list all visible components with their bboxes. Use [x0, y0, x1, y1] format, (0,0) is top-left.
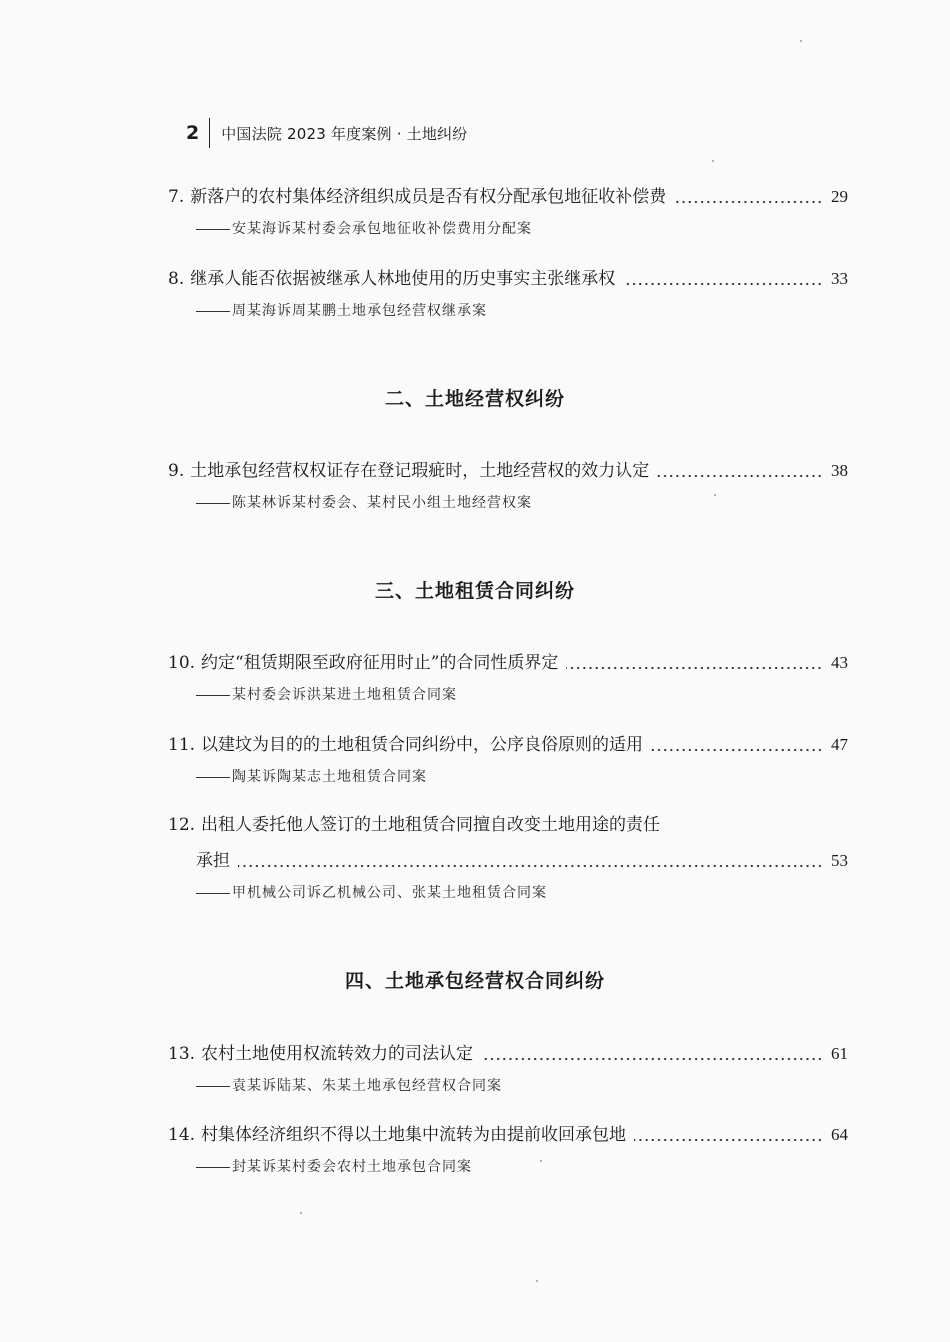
entry-number: 13.: [168, 1044, 196, 1064]
dot-leader: [623, 282, 823, 286]
toc-entry-8[interactable]: [168, 266, 848, 322]
entry-subtitle: 袁某诉陆某、朱某土地承包经营权合同案: [168, 1075, 848, 1097]
dot-leader: [566, 666, 823, 670]
book-title: 中国法院 2023 年度案例 · 土地纠纷: [221, 124, 468, 143]
entry-number: 11.: [168, 735, 196, 755]
scan-speck: [300, 1212, 302, 1214]
toc-entry-14[interactable]: [168, 1122, 848, 1178]
section-heading-2: 二、土地经营权纠纷: [384, 388, 565, 410]
entry-page: 64: [831, 1125, 848, 1144]
running-header: [186, 118, 467, 148]
toc-entry-9[interactable]: [168, 458, 848, 514]
entry-title: 村集体经济组织不得以土地集中流转为由提前收回承包地: [201, 1125, 627, 1145]
entry-number: 14.: [168, 1125, 196, 1145]
dot-leader: [481, 1057, 823, 1061]
dot-leader: [634, 1138, 823, 1142]
entry-subtitle: 某村委会诉洪某进土地租赁合同案: [168, 684, 848, 706]
dot-leader: [651, 748, 823, 752]
entry-subtitle: 甲机械公司诉乙机械公司、张某土地租赁合同案: [168, 882, 848, 904]
scan-speck: [712, 160, 714, 162]
entry-page: 47: [831, 735, 848, 754]
entry-title: 约定“租赁期限至政府征用时止”的合同性质界定: [201, 653, 559, 673]
entry-page: 38: [831, 461, 848, 480]
entry-number: 8.: [168, 269, 185, 289]
entry-page: 43: [831, 653, 848, 672]
entry-number: 10.: [168, 653, 196, 673]
toc-entry-10[interactable]: [168, 650, 848, 706]
entry-title: 继承人能否依据被继承人林地使用的历史事实主张继承权: [190, 269, 616, 289]
entry-page: 29: [831, 187, 848, 206]
dot-leader: [238, 864, 823, 868]
scan-speck: [800, 40, 802, 42]
entry-title: 新落户的农村集体经济组织成员是否有权分配承包地征收补偿费: [190, 187, 667, 207]
toc-entry-11[interactable]: [168, 732, 848, 788]
entry-number: 12.: [168, 815, 196, 835]
entry-title: 农村土地使用权流转效力的司法认定: [201, 1044, 474, 1064]
scan-speck: [536, 1280, 538, 1282]
entry-subtitle: 周某海诉周某鹏土地承包经营权继承案: [168, 300, 848, 322]
dot-leader: [674, 200, 823, 204]
toc-entry-12[interactable]: [168, 812, 848, 904]
scan-speck: [540, 1160, 542, 1162]
entry-title: 土地承包经营权权证存在登记瑕疵时，土地经营权的效力认定: [190, 461, 650, 481]
entry-title: 出租人委托他人签订的土地租赁合同擅自改变土地用途的责任: [201, 815, 661, 835]
entry-page: 61: [831, 1044, 848, 1063]
dot-leader: [657, 474, 823, 478]
toc-entry-7[interactable]: [168, 184, 848, 240]
entry-page: 33: [831, 269, 848, 288]
entry-title-continued: 承担: [196, 851, 230, 871]
entry-subtitle: 安某海诉某村委会承包地征收补偿费用分配案: [168, 218, 848, 240]
entry-subtitle: 陈某林诉某村委会、某村民小组土地经营权案: [168, 492, 848, 514]
entry-number: 9.: [168, 461, 185, 481]
entry-title: 以建坟为目的的土地租赁合同纠纷中，公序良俗原则的适用: [201, 735, 644, 755]
header-divider: [209, 118, 210, 148]
entry-number: 7.: [168, 187, 185, 207]
page-number: 2: [186, 122, 200, 144]
entry-subtitle: 陶某诉陶某志土地租赁合同案: [168, 766, 848, 788]
section-heading-3: 三、土地租赁合同纠纷: [374, 580, 575, 602]
toc-entry-13[interactable]: [168, 1041, 848, 1097]
entry-page: 53: [831, 851, 848, 870]
entry-subtitle: 封某诉某村委会农村土地承包合同案: [168, 1156, 848, 1178]
section-heading-4: 四、土地承包经营权合同纠纷: [344, 970, 605, 992]
scan-speck: [714, 494, 716, 496]
